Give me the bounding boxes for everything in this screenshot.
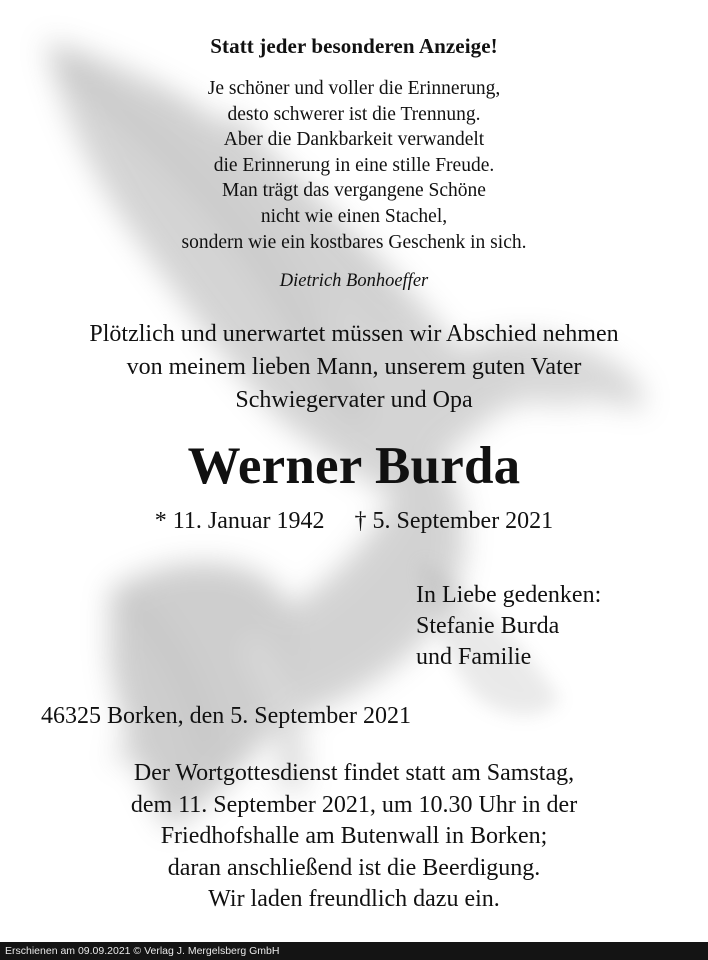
death-date: † 5. September 2021 [354,508,554,534]
intro-text [0,318,708,417]
service-line: dem 11. September 2021, um 10.30 Uhr in der [130,791,578,818]
deceased-name: Werner Burda [187,437,521,495]
mourners-line: Stefanie Burda [416,613,560,639]
poem [0,76,708,255]
service-info [0,758,708,916]
poem-line: desto schwerer ist die Trennung. [227,103,481,125]
mourners [416,580,601,673]
poem-line: Aber die Dankbarkeit verwandelt [223,129,485,151]
poem-line: die Erinnerung in eine stille Freude. [213,154,495,176]
place-date: 46325 Borken, den 5. September 2021 [41,703,411,729]
mourners-line: und Familie [416,644,532,670]
mourners-line: In Liebe gedenken: [416,582,602,608]
service-line: Der Wortgottesdienst findet statt am Samstag, [133,760,575,786]
intro-line: von meinem lieben Mann, unserem guten Vater [126,354,582,380]
life-dates [0,508,708,535]
birth-date: * 11. Januar 1942 [154,508,325,534]
intro-line: Plötzlich und unerwartet müssen wir Abschied nehmen [89,321,619,347]
service-line: Friedhofshalle am Butenwall in Borken; [160,823,548,849]
notice-heading: Statt jeder besonderen Anzeige! [210,34,498,58]
poem-line: Je schöner und voller die Erinnerung, [207,78,501,99]
footer-text: Erschienen am 09.09.2021 © Verlag J. Mergelsberg GmbH [5,945,280,957]
intro-line: Schwiegervater und Opa [235,387,473,413]
poem-line: nicht wie einen Stachel, [260,205,448,227]
poem-line: Man trägt das vergangene Schöne [222,180,486,202]
service-line: Wir laden freundlich dazu ein. [208,886,500,912]
service-line: daran anschließend ist die Beerdigung. [167,854,541,881]
poem-line: sondern wie ein kostbares Geschenk in sich. [181,231,527,253]
publication-footer [0,942,708,960]
poem-author: Dietrich Bonhoeffer [279,271,429,291]
